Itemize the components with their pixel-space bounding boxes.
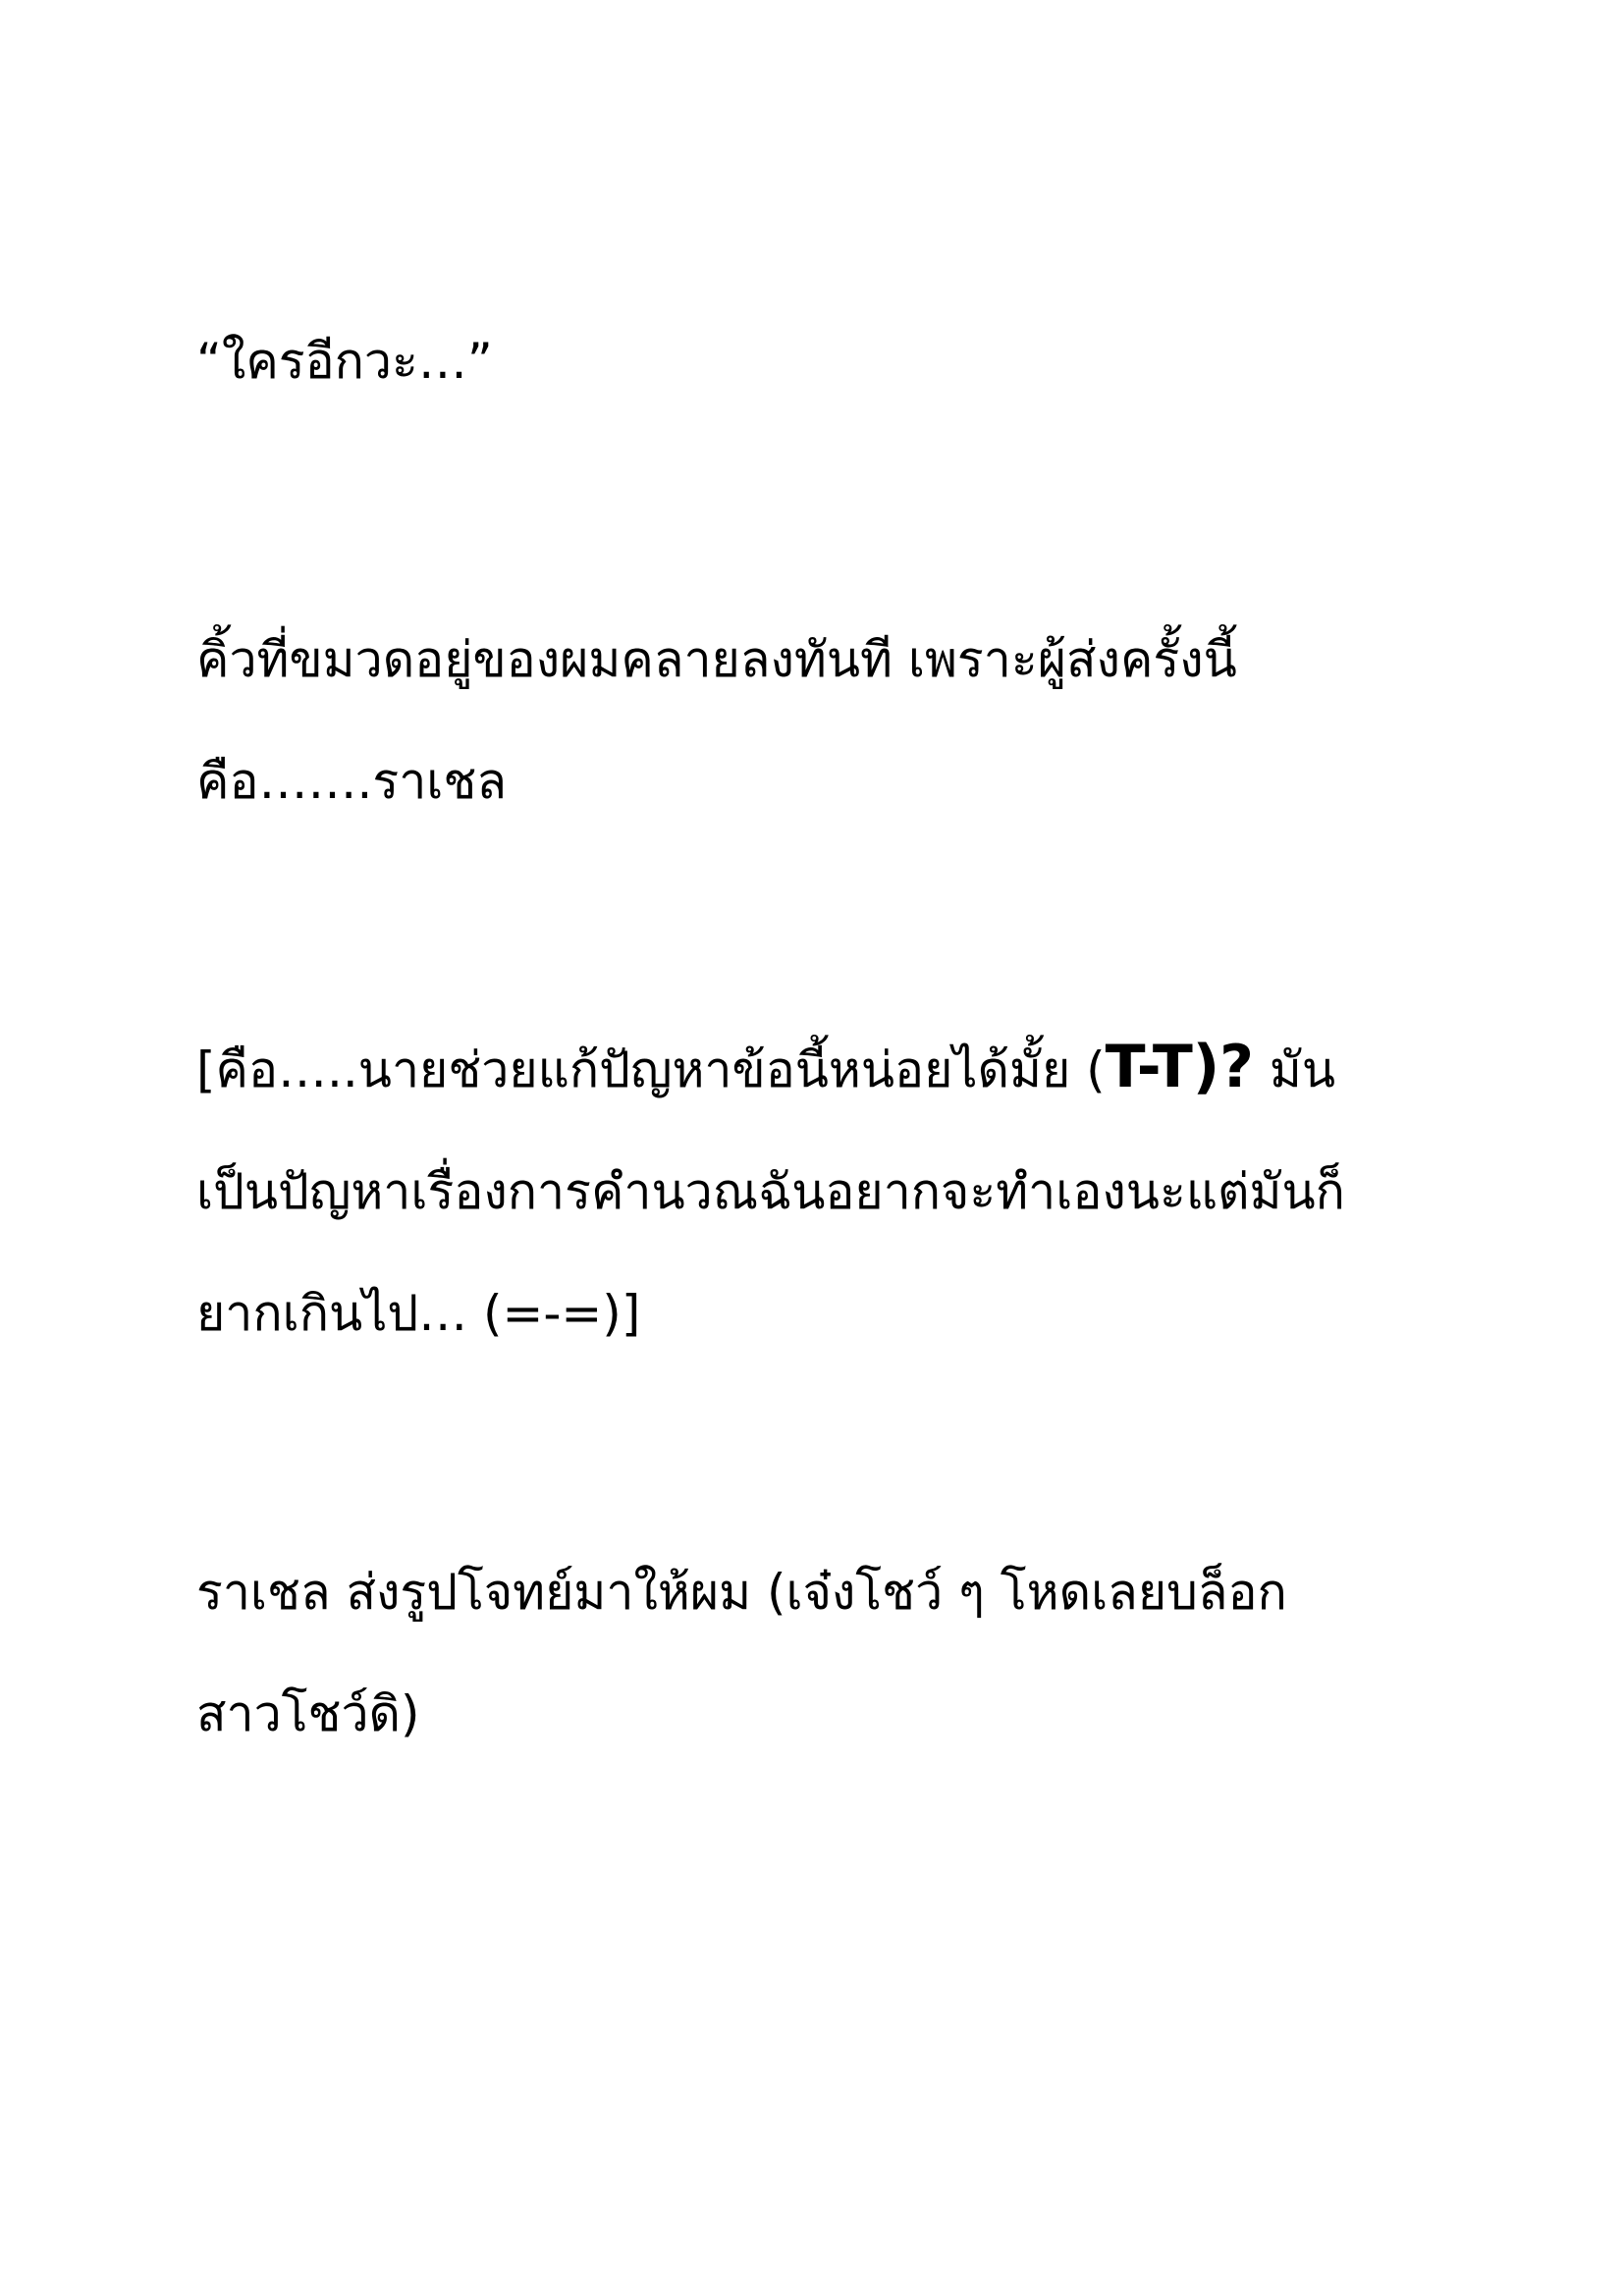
text-line: คิ้วที่ขมวดอยู่ของผมคลายลงทันที เพราะผู้ส่งครั้งนี้ bbox=[196, 631, 1237, 688]
text-line: ราเชล ส่งรูปโจทย์มาให้ผม (เจ๋งโชว์ ๆ โหดเลยบล็อก bbox=[196, 1564, 1287, 1621]
narration-paragraph bbox=[196, 1531, 1453, 1775]
text-segment: มัน bbox=[1254, 1041, 1336, 1098]
dialogue-paragraph bbox=[196, 300, 1453, 422]
text-line: ยากเกินไป… (=-=)] bbox=[196, 1285, 641, 1342]
narration-paragraph bbox=[196, 599, 1453, 842]
emoticon-emphasis: T-T)? bbox=[1105, 1033, 1254, 1101]
text-line: “ใครอีกวะ…” bbox=[196, 333, 493, 390]
text-line bbox=[196, 1006, 1453, 1131]
message-paragraph bbox=[196, 1006, 1453, 1374]
text-segment: [คือ…..นายช่วยแก้ปัญหาข้อนี้หน่อยได้มั้ย ( bbox=[196, 1041, 1106, 1098]
text-line: คือ…….ราเชล bbox=[196, 753, 507, 810]
text-line: สาวโชว์ดิ) bbox=[196, 1685, 420, 1742]
text-line: เป็นปัญหาเรื่องการคำนวณฉันอยากจะทำเองนะแต่มันก็ bbox=[196, 1163, 1345, 1220]
